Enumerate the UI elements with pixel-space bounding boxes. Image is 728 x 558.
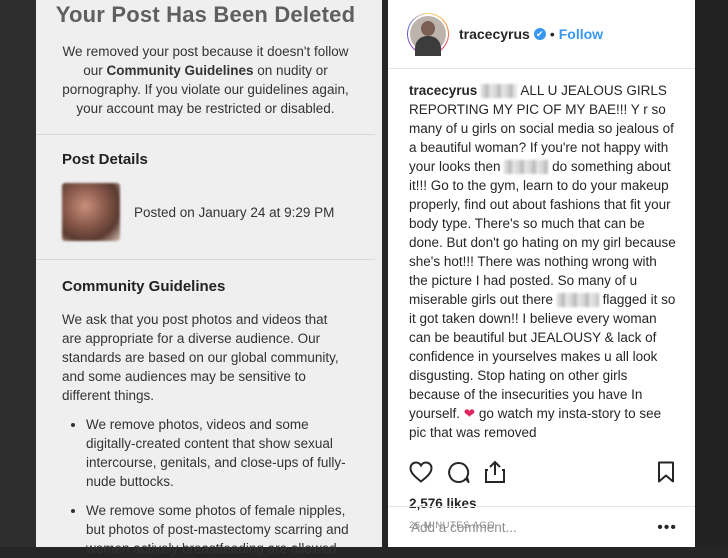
community-guidelines-link[interactable]: Community Guidelines bbox=[106, 63, 254, 78]
post-timestamp: 26 MINUTES AGO bbox=[409, 520, 496, 531]
guideline-item: • We remove photos, videos and some digitally-created content that show sexual intercourse, genitals, and close-ups of fully-nude buttocks. bbox=[86, 415, 349, 491]
separator-dot: • bbox=[549, 26, 555, 42]
guidelines-heading: Community Guidelines bbox=[62, 278, 226, 295]
post-thumbnail bbox=[62, 183, 120, 241]
notice-title: Your Post Has Been Deleted bbox=[55, 2, 356, 27]
post-actions bbox=[409, 460, 675, 484]
heart-emoji-icon: ❤ bbox=[463, 406, 476, 421]
post-details-heading: Post Details bbox=[62, 151, 148, 168]
notice-body-text: We removed your post because it doesn't follow our bbox=[62, 44, 349, 78]
posted-date: Posted on January 24 at 9:29 PM bbox=[134, 204, 335, 220]
post-caption bbox=[409, 81, 677, 442]
post-details-row bbox=[62, 183, 375, 241]
caption-text: do something about it!!! Go to the gym, learn to do your makeup properly, find out about fashions that fit your body type. There's so much that can be done. But don't go hating on my girl because she's hot!!! There was nothing wrong with the picture I had posted. So many of u miserable girls out there bbox=[409, 159, 676, 307]
verified-badge-icon: ✔ bbox=[534, 28, 546, 40]
notice-body-text-end: on nudity or pornography. If you violate our guidelines again, your account may be restricted or disabled. bbox=[62, 63, 349, 116]
more-options-icon[interactable]: ••• bbox=[657, 518, 677, 536]
caption-text: go watch my insta-story to see pic that was removed bbox=[409, 406, 662, 440]
guideline-item: • We remove some photos of female nipples, but photos of post-mastectomy scarring and women actively breastfeeding are allowed. bbox=[86, 501, 349, 558]
post-header bbox=[388, 0, 695, 69]
redacted-text bbox=[557, 293, 599, 307]
comment-input[interactable] bbox=[409, 519, 643, 536]
guidelines-paragraph: We ask that you post photos and videos that are appropriate for a diverse audience. Our standards are based on our global community, and some audiences may be sensitive to different things. bbox=[62, 312, 339, 403]
username[interactable]: tracecyrus bbox=[459, 26, 530, 42]
redacted-text bbox=[481, 84, 517, 98]
redacted-text bbox=[504, 160, 548, 174]
avatar[interactable] bbox=[408, 14, 448, 54]
left-edge bbox=[0, 0, 36, 547]
guidelines-list bbox=[36, 415, 375, 558]
comment-bubble-icon[interactable] bbox=[447, 461, 470, 484]
share-icon[interactable] bbox=[484, 460, 506, 484]
bookmark-icon[interactable] bbox=[657, 461, 675, 483]
notice-body bbox=[62, 42, 349, 118]
likes-count[interactable]: 2,576 likes bbox=[409, 496, 477, 511]
like-heart-icon[interactable] bbox=[409, 461, 433, 483]
follow-button[interactable]: Follow bbox=[558, 26, 604, 42]
caption-text: flagged it so it got taken down!! I believe every woman can be beautiful but JEALOUSY & lack of confidence in yourselves makes u all look disgusting. Stop hating on other girls because of the insecurities you have In yourself. bbox=[409, 292, 676, 421]
comment-bar bbox=[388, 506, 695, 548]
instagram-post bbox=[388, 0, 695, 547]
story-ring[interactable] bbox=[407, 13, 449, 55]
caption-text: ALL U JEALOUS GIRLS REPORTING MY PIC OF MY BAE!!! Y r so many of u girls on social media so jealous of a beautiful woman? If you're not happy with your looks then bbox=[409, 83, 674, 174]
caption-username[interactable]: tracecyrus bbox=[409, 83, 478, 98]
instagram-post-panel bbox=[388, 0, 728, 547]
notice-card bbox=[36, 0, 375, 556]
